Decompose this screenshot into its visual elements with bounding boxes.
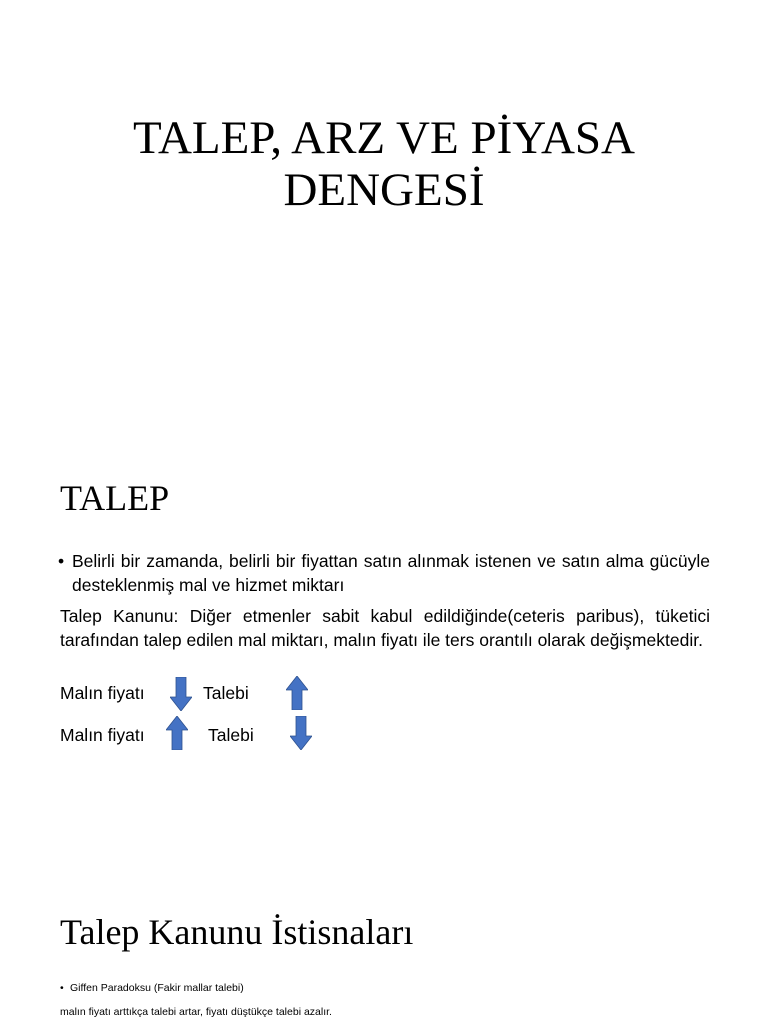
price-down-demand-up-row — [60, 676, 380, 710]
bullet-marker: • — [58, 551, 65, 571]
arrow-up-icon — [286, 676, 308, 710]
arrow-up-icon — [166, 716, 188, 750]
price-label: Malın fiyatı — [60, 683, 145, 703]
giffen-bullet — [60, 981, 244, 995]
price-label: Malın fiyatı — [60, 725, 145, 745]
demand-label: Talebi — [208, 725, 254, 745]
talep-slide — [0, 440, 768, 870]
definition-bullet — [58, 549, 710, 597]
title-slide — [0, 0, 768, 440]
bullet-marker: • — [60, 982, 64, 994]
arrow-down-icon — [170, 677, 192, 711]
price-up-demand-down-row — [60, 718, 380, 752]
talep-kanunu-text: Talep Kanunu: Diğer etmenler sabit kabul edildiğinde(ceteris paribus), tüketici tarafından talep edilen mal miktarı, malın fiyatı ile ters orantılı olarak değişmektedir. — [60, 606, 710, 650]
demand-label: Talebi — [203, 683, 249, 703]
arrow-down-icon — [290, 716, 312, 750]
giffen-explanation: malın fiyatı arttıkça talebi artar, fiyatı düştükçe talebi azalır. — [60, 1006, 332, 1018]
istisnalar-slide — [0, 870, 768, 1024]
talep-title: TALEP — [60, 478, 170, 518]
main-title-line-2: DENGESİ — [283, 164, 485, 216]
istisnalar-title: Talep Kanunu İstisnaları — [60, 912, 414, 952]
main-title — [0, 112, 768, 216]
giffen-text: Giffen Paradoksu (Fakir mallar talebi) — [70, 982, 244, 994]
main-title-line-1: TALEP, ARZ VE PİYASA — [133, 112, 635, 164]
definition-text: Belirli bir zamanda, belirli bir fiyattan satın alınmak istenen ve satın alma gücüyle desteklenmiş mal ve hizmet miktarı — [72, 551, 710, 595]
